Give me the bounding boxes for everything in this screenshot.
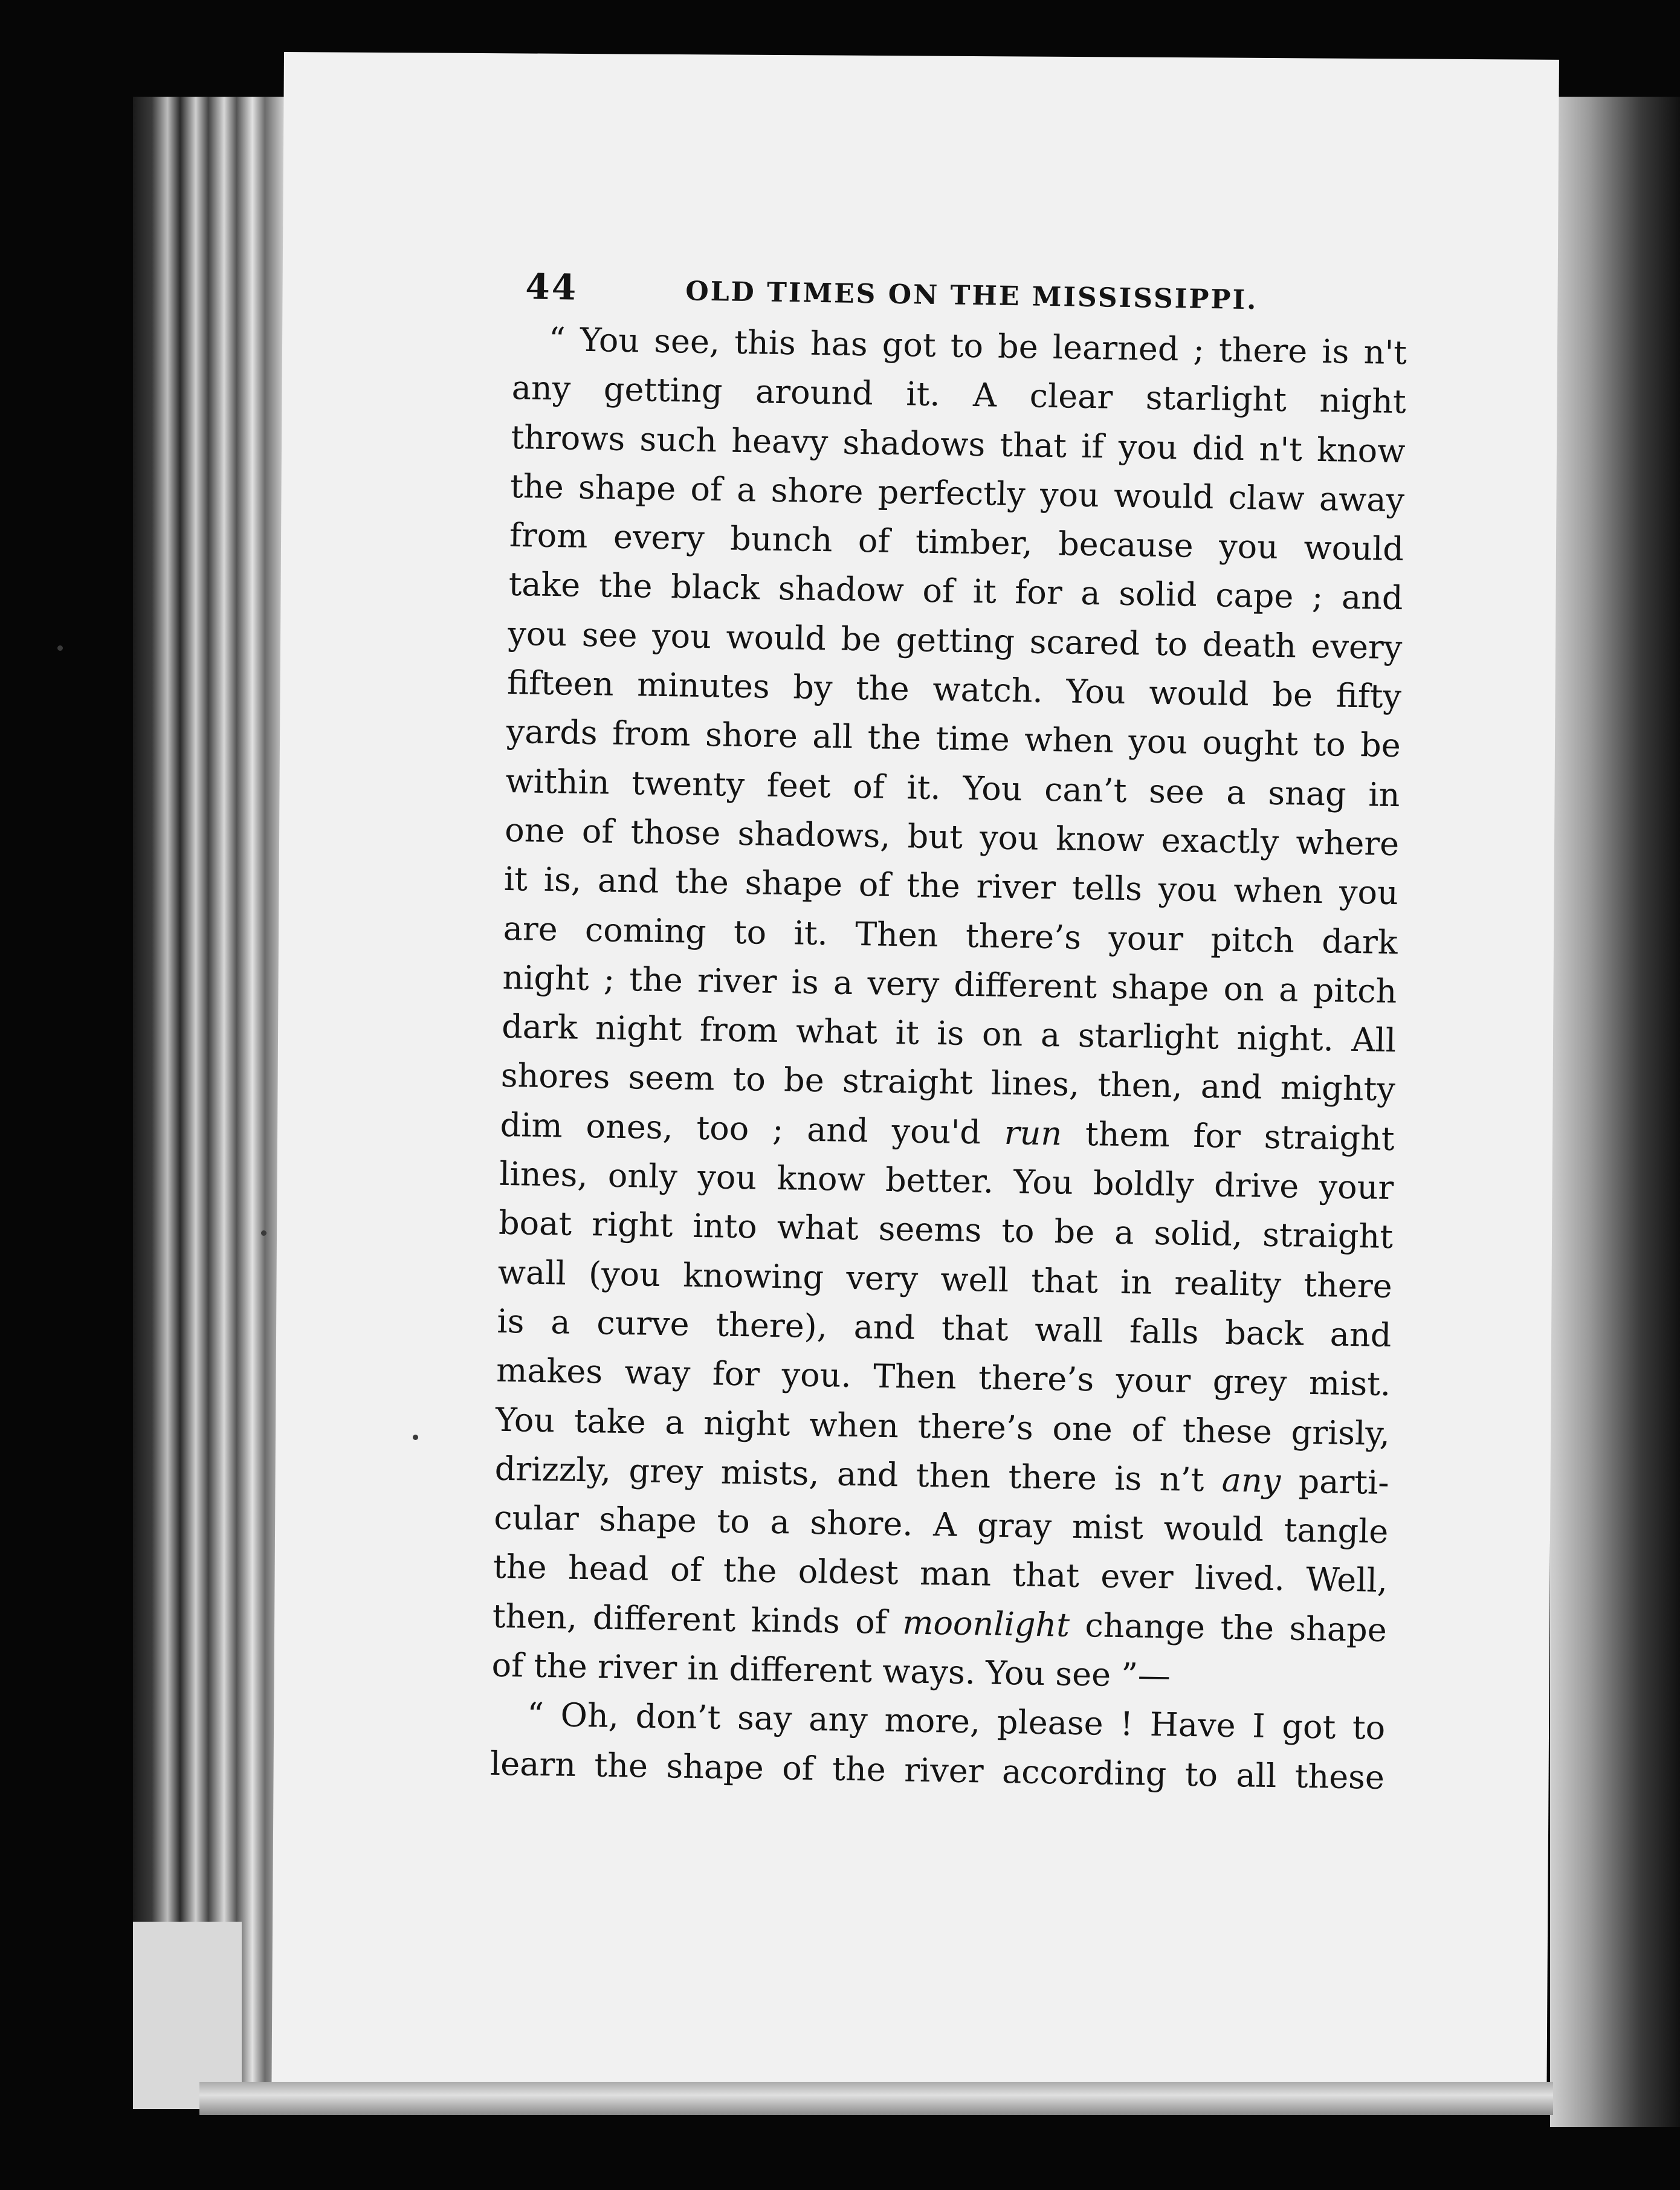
text-line: the head of the oldest man that ever lived. Well, <box>493 1548 1388 1600</box>
text-line: is a curve there), and that wall falls back and <box>497 1302 1392 1354</box>
text-line: are coming to it. Then there’s your pitch dark <box>503 909 1398 961</box>
text-line: You take a night when there’s one of these grisly, <box>495 1400 1391 1453</box>
page-bottom-edge <box>199 2082 1553 2115</box>
text-line: you see you would be getting scared to death every <box>507 614 1403 667</box>
dust-speck <box>261 1230 267 1236</box>
running-title: OLD TIMES ON THE MISSISSIPPI. <box>685 276 1258 316</box>
text-line: it is, and the shape of the river tells you when you <box>503 860 1399 912</box>
text-line: “ You see, this has got to be learned ; there is n't <box>548 320 1407 372</box>
text-line: “ Oh, don’t say any more, please ! Have I got to <box>526 1695 1386 1748</box>
text-line: wall (you knowing very well that in reality there <box>497 1253 1393 1305</box>
page-stack-edge <box>133 97 290 2109</box>
italic-word: any <box>1221 1461 1281 1500</box>
text-line: lines, only you know better. You boldly drive your <box>499 1154 1394 1207</box>
text-segment: dim ones, too ; and you'd <box>500 1105 981 1152</box>
text-line: of the river in different ways. You see ”— <box>491 1646 1171 1695</box>
text-line: take the black shadow of it for a solid cape ; and <box>508 565 1404 618</box>
dust-speck <box>413 1435 418 1440</box>
text-line: boat right into what seems to be a solid, straight <box>498 1204 1394 1256</box>
page-text <box>489 266 1407 1802</box>
text-line: night ; the river is a very different shape on a pitch <box>502 958 1397 1010</box>
text-line: yards from shore all the time when you ought to be <box>506 712 1401 765</box>
text-line: the shape of a shore perfectly you would claw away <box>509 467 1405 520</box>
dust-speck <box>57 645 63 651</box>
text-segment: change the shape <box>1085 1606 1388 1649</box>
text-line: fifteen minutes by the watch. You would be fifty <box>506 663 1402 716</box>
text-line: any getting around it. A clear starlight night <box>511 369 1407 421</box>
text-line: dark night from what it is on a starlight night. All <box>501 1007 1397 1060</box>
text-line: throws such heavy shadows that if you did n't know <box>511 418 1406 470</box>
text-segment: then, different kinds of <box>492 1597 888 1641</box>
text-line: one of those shadows, but you know exactly where <box>504 810 1400 864</box>
text-segment: parti- <box>1298 1462 1390 1502</box>
text-segment: them for straight <box>1085 1114 1395 1158</box>
page-number: 44 <box>525 266 578 308</box>
text-line: makes way for you. Then there’s your grey mist. <box>496 1351 1391 1404</box>
binding-shadow <box>1550 97 1680 2127</box>
italic-word: moonlight <box>902 1603 1070 1644</box>
text-line: within twenty feet of it. You can’t see a snag in <box>505 761 1400 814</box>
text-line: shores seem to be straight lines, then, and mighty <box>500 1056 1396 1109</box>
text-line: cular shape to a shore. A gray mist would tangle <box>493 1498 1389 1551</box>
text-line: learn the shape of the river according to all these <box>489 1744 1385 1797</box>
text-segment: drizzly, grey mists, and then there is n’t <box>494 1449 1204 1499</box>
italic-word: run <box>1004 1113 1062 1153</box>
text-line: from every bunch of timber, because you would <box>509 516 1404 569</box>
book-cover-edge <box>133 1922 242 2109</box>
